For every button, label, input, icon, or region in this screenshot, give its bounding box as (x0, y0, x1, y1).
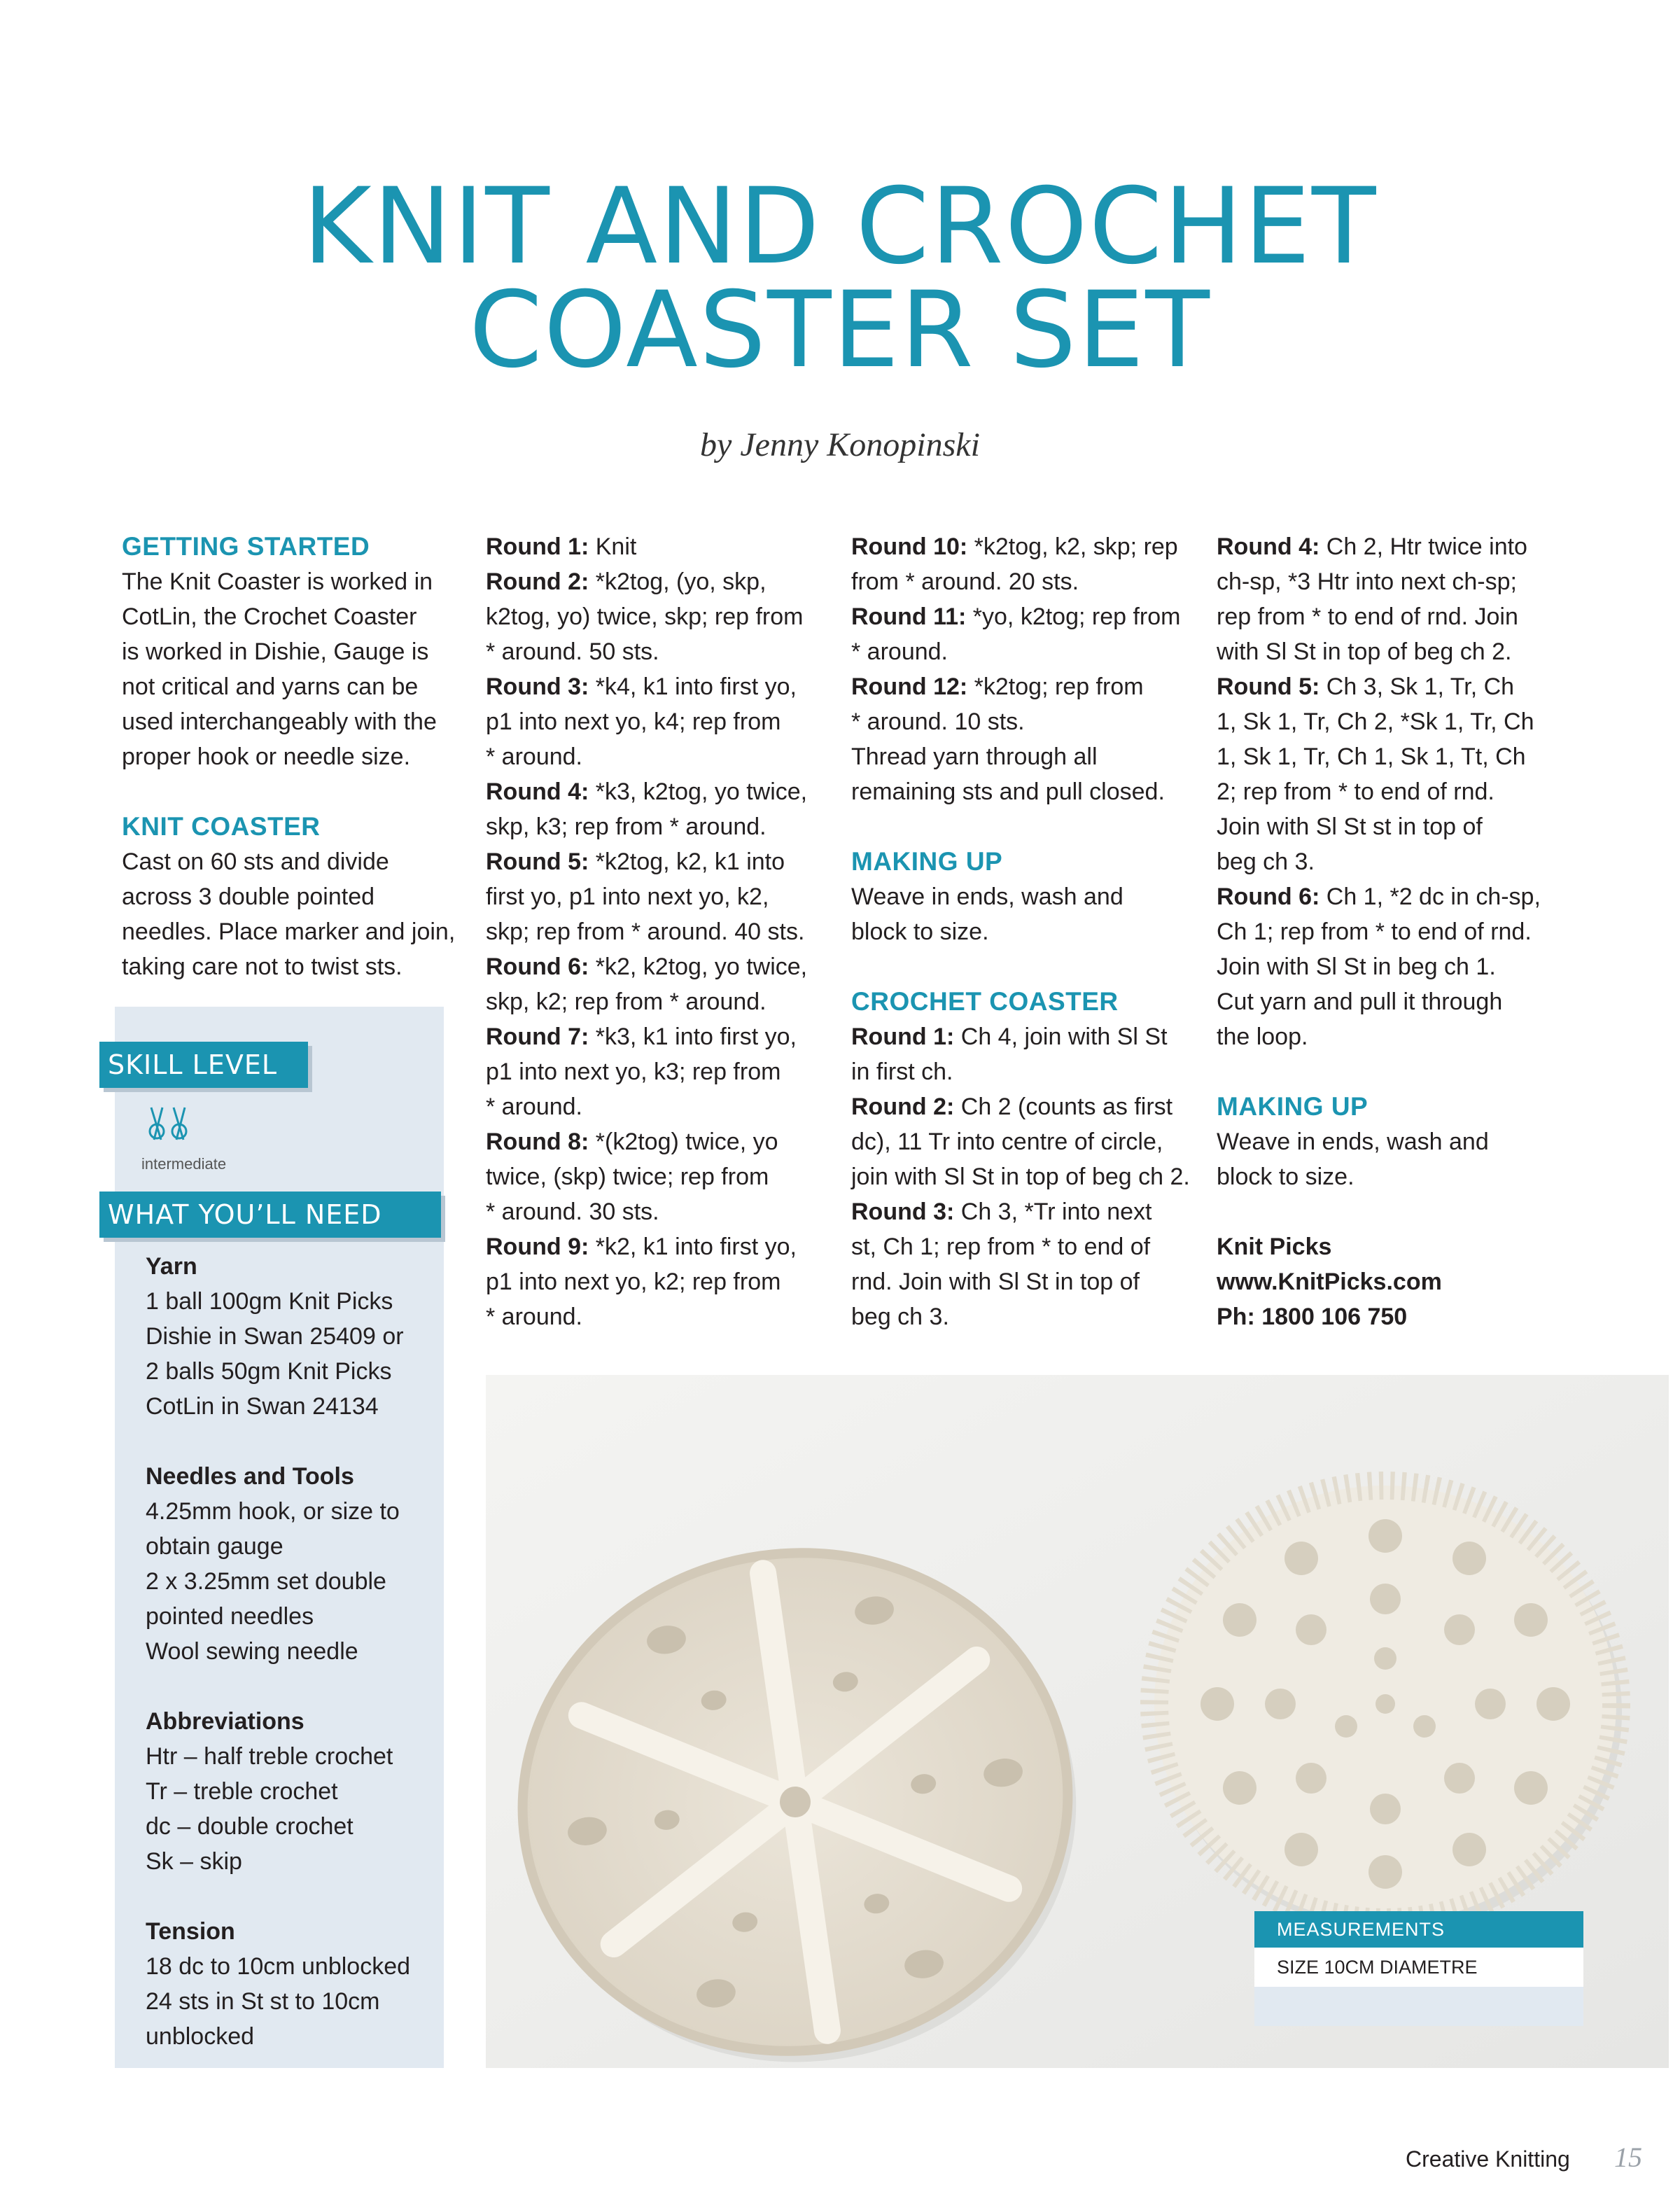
round-label: Round 12: (851, 673, 968, 700)
text-line: proper hook or needle size. (122, 743, 411, 770)
round-label: Round 3: (851, 1199, 955, 1225)
text-line: CotLin, the Crochet Coaster (122, 603, 417, 630)
needles-tools-text (146, 1494, 433, 1669)
pattern-line: first yo, p1 into next yo, k2, (486, 883, 769, 910)
text-line: Sk – skip (146, 1848, 242, 1875)
measurements-value: SIZE 10CM DIAMETRE (1254, 1948, 1583, 1987)
round-label: Round 3: (486, 673, 589, 700)
pattern-line: beg ch 3. (1217, 848, 1315, 875)
pattern-line: Ch 1; rep from * to end of rnd. (1217, 918, 1532, 945)
pattern-line: 2; rep from * to end of rnd. (1217, 778, 1494, 805)
pattern-line: Cut yarn and pull it through (1217, 988, 1503, 1015)
column-3 (851, 529, 1201, 1334)
text-line: 24 sts in St st to 10cm (146, 1988, 380, 2015)
column-1 (122, 529, 458, 984)
pattern-line: * around. (486, 1304, 582, 1330)
round-label: Round 11: (851, 603, 967, 630)
what-you-need-tab: WHAT YOU’LL NEED (99, 1192, 441, 1238)
round-label: Round 6: (1217, 883, 1320, 910)
pattern-line: Round 2: *k2tog, (yo, skp, (486, 568, 766, 595)
pattern-line: Thread yarn through all (851, 743, 1098, 770)
knit-rounds-cont (851, 529, 1201, 809)
round-label: Round 1: (486, 533, 589, 560)
tension-heading: Tension (146, 1918, 235, 1945)
round-label: Round 1: (851, 1023, 955, 1050)
pattern-line: Round 6: Ch 1, *2 dc in ch-sp, (1217, 883, 1541, 910)
pattern-line: the loop. (1217, 1023, 1308, 1050)
pattern-line: remaining sts and pull closed. (851, 778, 1165, 805)
title-line-2: COASTER SET (469, 270, 1211, 391)
pattern-line: Round 1: Knit (486, 533, 637, 560)
knit-coaster-text (122, 844, 458, 984)
pattern-line: Round 3: *k4, k1 into first yo, (486, 673, 797, 700)
text-line: used interchangeably with the (122, 708, 437, 735)
pattern-line: p1 into next yo, k3; rep from (486, 1058, 781, 1085)
making-up-text (851, 879, 1201, 949)
making-up-heading: MAKING UP (851, 847, 1003, 876)
text-line: pointed needles (146, 1603, 314, 1630)
text-line: Knit Picks (1217, 1234, 1332, 1260)
pattern-line: Round 7: *k3, k1 into first yo, (486, 1023, 797, 1050)
text-line: Wool sewing needle (146, 1638, 358, 1665)
pattern-line: rep from * to end of rnd. Join (1217, 603, 1518, 630)
text-line: Dishie in Swan 25409 or (146, 1323, 404, 1350)
round-label: Round 8: (486, 1129, 589, 1155)
pattern-line: Join with Sl St st in top of (1217, 813, 1483, 840)
pattern-line: * around. 50 sts. (486, 638, 659, 665)
pattern-line: with Sl St in top of beg ch 2. (1217, 638, 1512, 665)
pattern-line: twice, (skp) twice; rep from (486, 1164, 769, 1190)
title-line-1: KNIT AND CROCHET (302, 166, 1378, 288)
text-line: CotLin in Swan 24134 (146, 1393, 379, 1420)
abbreviations-heading: Abbreviations (146, 1708, 304, 1735)
text-line: The Knit Coaster is worked in (122, 568, 433, 595)
text-line: Weave in ends, wash and (851, 883, 1124, 910)
text-line: Tr – treble crochet (146, 1778, 338, 1805)
pattern-line: skp; rep from * around. 40 sts. (486, 918, 805, 945)
yarn-heading: Yarn (146, 1253, 197, 1280)
pattern-line: * around. 10 sts. (851, 708, 1025, 735)
pattern-line: Round 11: *yo, k2tog; rep from (851, 603, 1181, 630)
text-line: Cast on 60 sts and divide (122, 848, 389, 875)
pattern-line: Round 4: Ch 2, Htr twice into (1217, 533, 1527, 560)
pattern-line: p1 into next yo, k2; rep from (486, 1269, 781, 1295)
pattern-line: skp, k3; rep from * around. (486, 813, 766, 840)
making-up-heading-2: MAKING UP (1217, 1092, 1368, 1121)
pattern-line: Round 3: Ch 3, *Tr into next (851, 1199, 1152, 1225)
crochet-rounds (851, 1019, 1201, 1334)
text-line: taking care not to twist sts. (122, 953, 402, 980)
measurements-heading: MEASUREMENTS (1254, 1911, 1583, 1948)
knitting-needles-yarn-icon (144, 1105, 193, 1147)
text-line: block to size. (1217, 1164, 1354, 1190)
pattern-line: ch-sp, *3 Htr into next ch-sp; (1217, 568, 1517, 595)
pattern-line: Round 6: *k2, k2tog, yo twice, (486, 953, 808, 980)
text-line: www.KnitPicks.com (1217, 1269, 1442, 1295)
getting-started-heading: GETTING STARTED (122, 532, 370, 561)
crochet-rounds-cont (1217, 529, 1567, 1054)
round-label: Round 9: (486, 1234, 589, 1260)
column-4 (1217, 529, 1567, 1334)
pattern-line: dc), 11 Tr into centre of circle, (851, 1129, 1163, 1155)
round-label: Round 5: (486, 848, 589, 875)
pattern-line: st, Ch 1; rep from * to end of (851, 1234, 1151, 1260)
yarn-text (146, 1284, 433, 1424)
text-line: block to size. (851, 918, 989, 945)
pattern-line: Round 10: *k2tog, k2, skp; rep (851, 533, 1178, 560)
pattern-line: beg ch 3. (851, 1304, 949, 1330)
round-label: Round 4: (1217, 533, 1320, 560)
pattern-line: Join with Sl St in beg ch 1. (1217, 953, 1496, 980)
pattern-line: 1, Sk 1, Tr, Ch 1, Sk 1, Tt, Ch (1217, 743, 1526, 770)
knit-rounds (486, 529, 836, 1334)
round-label: Round 10: (851, 533, 968, 560)
text-line: dc – double crochet (146, 1813, 354, 1840)
text-line: obtain gauge (146, 1533, 284, 1560)
text-line: 2 x 3.25mm set double (146, 1568, 386, 1595)
crochet-coaster-heading: CROCHET COASTER (851, 987, 1119, 1016)
pattern-line: * around. (851, 638, 948, 665)
text-line: 2 balls 50gm Knit Picks (146, 1358, 392, 1385)
round-label: Round 5: (1217, 673, 1320, 700)
needles-tools-heading: Needles and Tools (146, 1463, 354, 1490)
text-line: 18 dc to 10cm unblocked (146, 1953, 411, 1980)
column-2 (486, 529, 836, 1334)
text-line: needles. Place marker and join, (122, 918, 456, 945)
pattern-line: skp, k2; rep from * around. (486, 988, 766, 1015)
pattern-line: Round 2: Ch 2 (counts as first (851, 1093, 1173, 1120)
round-label: Round 7: (486, 1023, 589, 1050)
text-line: 4.25mm hook, or size to (146, 1498, 400, 1525)
round-label: Round 6: (486, 953, 589, 980)
text-line: Weave in ends, wash and (1217, 1129, 1489, 1155)
round-label: Round 2: (486, 568, 589, 595)
materials-list (146, 1249, 433, 2054)
text-line: Ph: 1800 106 750 (1217, 1304, 1408, 1330)
text-line: not critical and yarns can be (122, 673, 419, 700)
pattern-line: Round 5: Ch 3, Sk 1, Tr, Ch (1217, 673, 1515, 700)
measurements-box (1254, 1911, 1583, 2026)
pattern-line: rnd. Join with Sl St in top of (851, 1269, 1140, 1295)
pattern-line: from * around. 20 sts. (851, 568, 1079, 595)
knit-coaster-heading: KNIT COASTER (122, 812, 321, 841)
pattern-line: 1, Sk 1, Tr, Ch 2, *Sk 1, Tr, Ch (1217, 708, 1534, 735)
pattern-line: Round 9: *k2, k1 into first yo, (486, 1234, 797, 1260)
text-line: Htr – half treble crochet (146, 1743, 393, 1770)
pattern-line: Round 12: *k2tog; rep from (851, 673, 1144, 700)
text-line: across 3 double pointed (122, 883, 375, 910)
skill-level-tab: SKILL LEVEL (99, 1042, 308, 1088)
text-line: is worked in Dishie, Gauge is (122, 638, 429, 665)
text-line: unblocked (146, 2023, 255, 2050)
pattern-line: * around. (486, 1093, 582, 1120)
pattern-line: Round 8: *(k2tog) twice, yo (486, 1129, 778, 1155)
abbreviations-text (146, 1739, 433, 1879)
pattern-line: in first ch. (851, 1058, 953, 1085)
text-line: 1 ball 100gm Knit Picks (146, 1288, 393, 1315)
magazine-name: Creative Knitting (1406, 2146, 1570, 2172)
pattern-line: Round 1: Ch 4, join with Sl St (851, 1023, 1168, 1050)
pattern-line: k2tog, yo) twice, skp; rep from (486, 603, 804, 630)
pattern-line: Round 4: *k3, k2tog, yo twice, (486, 778, 808, 805)
getting-started-text (122, 564, 458, 774)
pattern-line: p1 into next yo, k4; rep from (486, 708, 781, 735)
pattern-line: * around. (486, 743, 582, 770)
skill-level-label: intermediate (141, 1155, 227, 1173)
byline: by Jenny Konopinski (700, 426, 980, 463)
round-label: Round 2: (851, 1093, 955, 1120)
tension-text (146, 1949, 433, 2054)
pattern-line: * around. 30 sts. (486, 1199, 659, 1225)
round-label: Round 4: (486, 778, 589, 805)
page-number: 15 (1614, 2141, 1642, 2173)
pattern-line: Round 5: *k2tog, k2, k1 into (486, 848, 785, 875)
page-title (0, 166, 1680, 391)
making-up-text-2 (1217, 1124, 1567, 1194)
supplier-info (1217, 1229, 1567, 1334)
pattern-line: join with Sl St in top of beg ch 2. (851, 1164, 1190, 1190)
